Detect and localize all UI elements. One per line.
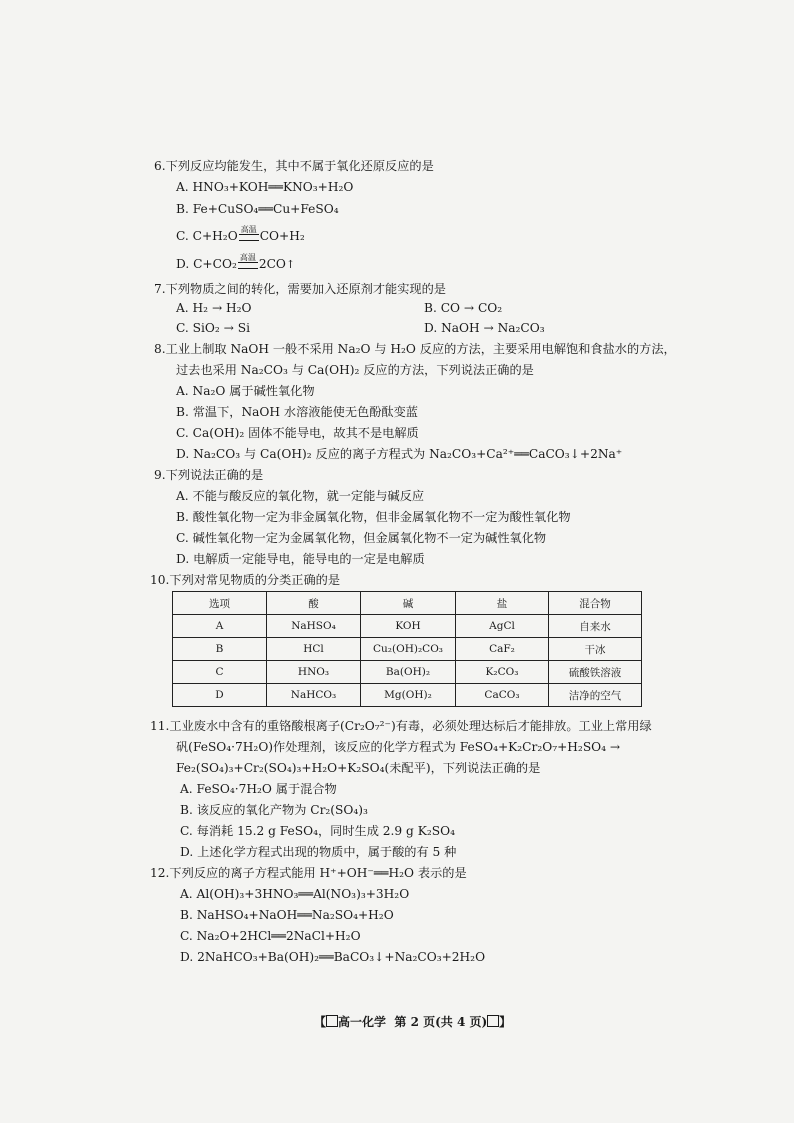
q11-option-d: D. 上述化学方程式出现的物质中，属于酸的有 5 种 [180,845,457,859]
table-cell: A [173,615,267,638]
table-cell: NaHSO₄ [267,615,361,638]
q7-option-a: A. H₂ → H₂O [176,301,252,315]
high-temp-condition [239,225,259,241]
q6-option-d [176,252,296,273]
table-cell: D [173,684,267,707]
q6-stem: 6.下列反应均能发生，其中不属于氧化还原反应的是 [154,159,434,173]
table-cell: Mg(OH)₂ [361,684,456,707]
q11-stem-line2: 矾(FeSO₄·7H₂O)作处理剂，该反应的化学方程式为 FeSO₄+K₂Cr₂O₇+H₂SO₄ → [176,740,621,754]
table-cell: CaF₂ [456,638,549,661]
high-temp-condition [238,253,258,269]
table-cell: Cu₂(OH)₂CO₃ [361,638,456,661]
q9-option-a: A. 不能与酸反应的氧化物，就一定能与碱反应 [176,489,425,503]
table-row [173,638,642,661]
q7-stem: 7.下列物质之间的转化，需要加入还原剂才能实现的是 [154,282,446,296]
gas-arrow-icon: ↑ [285,258,296,271]
q6-c-right: CO+H₂ [259,229,305,243]
q12-option-b: B. NaHSO₄+NaOH══Na₂SO₄+H₂O [180,908,394,922]
q9-stem: 9.下列说法正确的是 [154,468,264,482]
q12-option-d: D. 2NaHCO₃+Ba(OH)₂══BaCO₃↓+Na₂CO₃+2H₂O [180,950,486,964]
table-row [173,684,642,707]
table-cell: C [173,661,267,684]
table-header: 选项 [173,592,267,615]
table-row [173,661,642,684]
q8-option-a: A. Na₂O 属于碱性氧化物 [176,384,315,398]
table-header: 盐 [456,592,549,615]
table-row [173,615,642,638]
q8-stem-line2: 过去也采用 Na₂CO₃ 与 Ca(OH)₂ 反应的方法，下列说法正确的是 [176,363,534,377]
table-header: 碱 [361,592,456,615]
table-cell: B [173,638,267,661]
q11-stem-line3: Fe₂(SO₄)₃+Cr₂(SO₄)₃+H₂O+K₂SO₄(未配平)，下列说法正确的是 [176,761,541,775]
table-header: 酸 [267,592,361,615]
q7-option-b: B. CO → CO₂ [424,301,503,315]
table-cell: 洁净的空气 [549,684,642,707]
footer-page-number: 第 2 页(共 4 页) [394,1015,488,1029]
condition-label: 高温 [239,252,256,262]
table-cell: 干冰 [549,638,642,661]
equal-sign [238,262,258,269]
table-cell: 硫酸铁溶液 [549,661,642,684]
table-cell: Ba(OH)₂ [361,661,456,684]
classification-table [172,591,642,707]
q8-option-b: B. 常温下，NaOH 水溶液能使无色酚酞变蓝 [176,405,418,419]
q8-stem-line1: 8.工业上制取 NaOH 一般不采用 Na₂O 与 H₂O 反应的方法，主要采用电解饱和食盐水的方法， [154,342,676,356]
q6-option-b: B. Fe+CuSO₄══Cu+FeSO₄ [176,202,339,216]
table-header-row [173,592,642,615]
condition-label: 高温 [240,224,257,234]
q6-d-left: D. C+CO₂ [176,257,237,271]
q12-option-a: A. Al(OH)₃+3HNO₃══Al(NO₃)₃+3H₂O [180,887,410,901]
q6-d-right: 2CO [258,257,286,271]
q8-option-d: D. Na₂CO₃ 与 Ca(OH)₂ 反应的离子方程式为 Na₂CO₃+Ca²⁺══CaCO₃↓+2Na⁺ [176,447,623,461]
table-cell: K₂CO₃ [456,661,549,684]
footer-right-bracket: 】 [499,1015,512,1029]
page-footer [314,1013,511,1030]
q12-stem: 12.下列反应的离子方程式能用 H⁺+OH⁻══H₂O 表示的是 [150,866,467,880]
q9-option-d: D. 电解质一定能导电，能导电的一定是电解质 [176,552,425,566]
q7-option-d: D. NaOH → Na₂CO₃ [424,321,545,335]
table-cell: KOH [361,615,456,638]
equal-sign [239,234,259,241]
footer-subject: 高一化学 [338,1015,387,1029]
q12-option-c: C. Na₂O+2HCl══2NaCl+H₂O [180,929,361,943]
q6-c-left: C. C+H₂O [176,229,238,243]
table-cell: AgCl [456,615,549,638]
square-box-icon [326,1015,338,1027]
table-cell: 自来水 [549,615,642,638]
q11-option-b: B. 该反应的氧化产物为 Cr₂(SO₄)₃ [180,803,368,817]
q9-option-c: C. 碱性氧化物一定为金属氧化物，但金属氧化物不一定为碱性氧化物 [176,531,547,545]
table-cell: HCl [267,638,361,661]
footer-left-bracket: 【 [314,1015,327,1029]
q7-option-c: C. SiO₂ → Si [176,321,250,335]
q10-stem: 10.下列对常见物质的分类正确的是 [150,573,341,587]
q11-option-c: C. 每消耗 15.2 g FeSO₄，同时生成 2.9 g K₂SO₄ [180,824,455,838]
table-cell: HNO₃ [267,661,361,684]
q11-stem-line1: 11.工业废水中含有的重铬酸根离子(Cr₂O₇²⁻)有毒，必须处理达标后才能排放。工业上常用绿 [150,719,652,733]
q11-option-a: A. FeSO₄·7H₂O 属于混合物 [180,782,337,796]
q6-option-a: A. HNO₃+KOH══KNO₃+H₂O [176,180,354,194]
table-cell: CaCO₃ [456,684,549,707]
square-box-icon [487,1015,499,1027]
q9-option-b: B. 酸性氧化物一定为非金属氧化物，但非金属氧化物不一定为酸性氧化物 [176,510,571,524]
table-header: 混合物 [549,592,642,615]
table-cell: NaHCO₃ [267,684,361,707]
q8-option-c: C. Ca(OH)₂ 固体不能导电，故其不是电解质 [176,426,419,440]
q6-option-c [176,224,305,245]
